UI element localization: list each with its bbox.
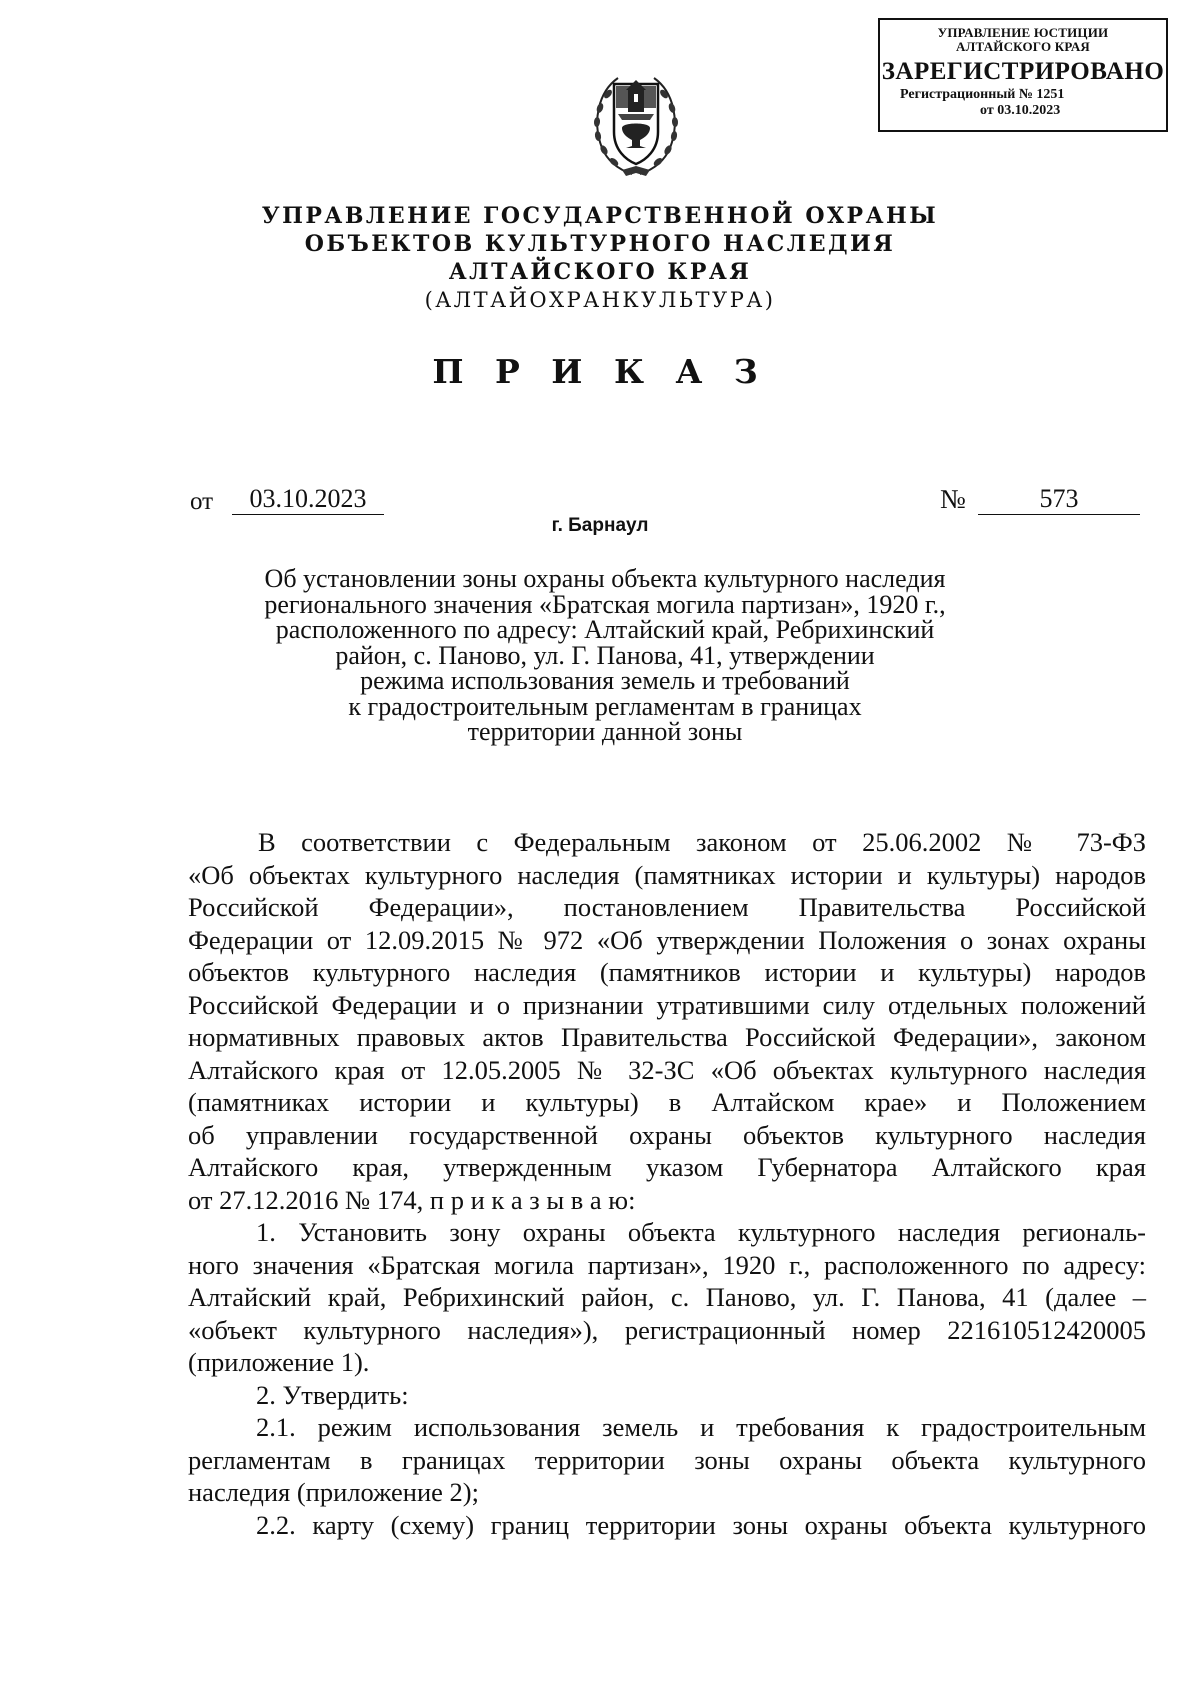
date-label: от [190,488,214,515]
order-number: 573 [978,484,1140,515]
body-line: (памятниках истории и культуры) в Алтайском крае» и Положением [188,1087,1146,1117]
agency-name-line3: АЛТАЙСКОГО КРАЯ [448,259,752,285]
stamp-department-line1: УПРАВЛЕНИЕ ЮСТИЦИИ [937,25,1109,40]
body-line: нормативных правовых актов Правительства Российской Федерации», законом [188,1022,1146,1052]
body-line: Алтайского края от 12.05.2005 № 32-ЗС «Об объектах культурного наследия [188,1054,1146,1085]
body-line: «объект культурного наследия»), регистрационный номер 221610512420005 [188,1314,1146,1345]
stamp-department-line2: АЛТАЙСКОГО КРАЯ [956,39,1090,54]
subject-line: Об установлении зоны охраны объекта культурного наследия [264,564,946,593]
body-line: об управлении государственной охраны объектов культурного наследия [188,1119,1146,1150]
subject-line: регионального значения «Братская могила партизан», 1920 г., [264,589,946,619]
body-line: наследия (приложение 2); [188,1477,479,1507]
body-line: 2. Утвердить: [256,1379,409,1410]
stamp-registration-date: от 03.10.2023 [980,103,1061,118]
body-line: Федерации от 12.09.2015 № 972 «Об утверждении Положения о зонах охраны [188,924,1146,955]
body-line: Алтайский край, Ребрихинский район, с. Паново, ул. Г. Панова, 41 (далее – [188,1282,1146,1312]
body-line: (приложение 1). [188,1347,370,1377]
body-line: 2.2. карту (схему) границ территории зоны охраны объекта культурного [256,1509,1146,1540]
document-title: П Р И К А З [432,352,768,391]
body-line: Алтайского края, утвержденным указом Губернатора Алтайского края [188,1152,1146,1182]
registration-stamp [878,18,1168,132]
agency-header [0,202,1200,314]
body-line: 2.1. режим использования земель и требования к градостроительным [256,1412,1146,1442]
order-city: г. Барнаул [551,515,649,536]
altai-coat-of-arms-icon [588,62,684,180]
body-line: регламентам в границах территории зоны охраны объекта культурного [188,1444,1146,1475]
subject-line: режима использования земель и требований [360,666,850,695]
number-label: № [940,484,966,514]
subject-line: к градостроительным регламентам в границах [348,691,862,721]
body-line: ного значения «Братская могила партизан», 1920 г., расположенного по адресу: [188,1249,1146,1280]
agency-short-name: (АЛТАЙОХРАНКУЛЬТУРА) [424,288,776,312]
body-line: «Об объектах культурного наследия (памятниках истории и культуры) народов [188,859,1146,890]
subject-line: район, с. Паново, ул. Г. Панова, 41, утверждении [335,640,875,670]
order-subject [180,566,1030,745]
stamp-status: ЗАРЕГИСТРИРОВАНО [881,58,1165,85]
body-line: Российской Федерации и о признании утратившими силу отдельных положений [188,989,1146,1020]
body-line: 1. Установить зону охраны объекта культурного наследия региональ- [256,1217,1146,1247]
body-line: объектов культурного наследия (памятников истории и культуры) народов [188,957,1146,987]
order-body [188,826,1146,1541]
subject-line: территории данной зоны [467,717,743,746]
body-line: Российской Федерации», постановлением Правительства Российской [188,892,1146,922]
body-line: В соответствии с Федеральным законом от 25.06.2002 № 73-ФЗ [258,827,1146,857]
agency-name-line2: ОБЪЕКТОВ КУЛЬТУРНОГО НАСЛЕДИЯ [304,231,896,257]
order-date: 03.10.2023 [232,484,384,515]
body-line: от 27.12.2016 № 174, п р и к а з ы в а ю: [188,1184,636,1215]
subject-line: расположенного по адресу: Алтайский край, Ребрихинский [275,615,935,644]
stamp-registration-number: Регистрационный № 1251 [900,87,1065,102]
agency-name-line1: УПРАВЛЕНИЕ ГОСУДАРСТВЕННОЙ ОХРАНЫ [261,203,939,229]
